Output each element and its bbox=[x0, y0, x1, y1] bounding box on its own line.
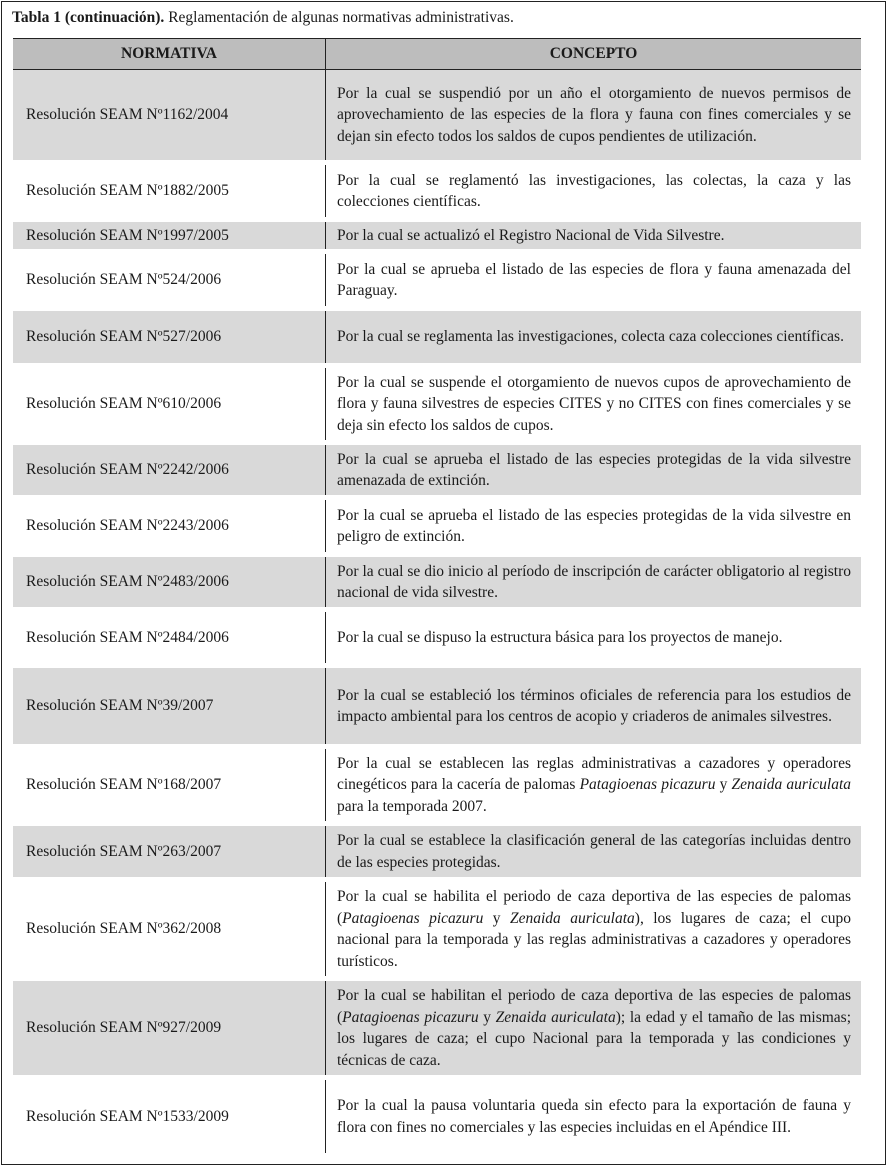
concepto-cell: Por la cual se dispuso la estructura básica para los proyectos de manejo. bbox=[337, 628, 783, 646]
table-row bbox=[13, 445, 861, 500]
concepto-cell: Por la cual se establece la clasificación general de las categorías incluidas dentro de las especies protegidas. bbox=[326, 826, 861, 877]
normativa-cell: Resolución SEAM Nº1997/2005 bbox=[13, 222, 326, 249]
table-row bbox=[13, 668, 861, 749]
normativa-cell: Resolución SEAM Nº1533/2009 bbox=[13, 1080, 326, 1153]
table-row bbox=[13, 254, 861, 311]
regulations-table bbox=[13, 38, 861, 1153]
concepto-cell: Por la cual se establecen las reglas administrativas a cazadores y operadores cinegéticos para la cacería de palomas Patagioenas picazuru y Zenaida auriculata para la temporada 2007. bbox=[337, 754, 852, 815]
normativa-cell: Resolución SEAM Nº610/2006 bbox=[13, 368, 326, 440]
table-row bbox=[13, 165, 861, 222]
concepto-cell: Por la cual se dio inicio al período de inscripción de carácter obligatorio al registro nacional de vida silvestre. bbox=[326, 557, 861, 607]
table-row bbox=[13, 612, 861, 668]
concepto-cell: Por la cual se suspendió por un año el otorgamiento de nuevos permisos de aprovechamiento de las especies de la flora y fauna con fines comerciales y se dejan sin efecto todos los saldos de cupos pendientes de utilización. bbox=[326, 70, 861, 160]
normativa-cell: Resolución SEAM Nº527/2006 bbox=[13, 311, 326, 363]
concepto-cell: Por la cual se reglamentó las investigaciones, las colectas, la caza y las colecciones científicas. bbox=[337, 171, 851, 210]
normativa-cell: Resolución SEAM Nº927/2009 bbox=[13, 981, 326, 1075]
table-row bbox=[13, 826, 861, 882]
normativa-cell: Resolución SEAM Nº1882/2005 bbox=[13, 165, 326, 217]
table-row bbox=[13, 981, 861, 1080]
caption-text: Reglamentación de algunas normativas administrativas. bbox=[168, 9, 514, 26]
concepto-cell: Por la cual se estableció los términos oficiales de referencia para los estudios de impacto ambiental para los centros de acopio y criaderos de animales silvestres. bbox=[326, 668, 861, 744]
table-row bbox=[13, 557, 861, 612]
concepto-cell: Por la cual se aprueba el listado de las especies de flora y fauna amenazada del Paraguay. bbox=[337, 260, 851, 299]
normativa-cell: Resolución SEAM Nº2243/2006 bbox=[13, 500, 326, 552]
normativa-cell: Resolución SEAM Nº2484/2006 bbox=[13, 612, 326, 663]
concepto-cell: Por la cual se habilita el periodo de caza deportiva de las especies de palomas (Patagioenas picazuru y Zenaida auriculata), los lugares de caza; el cupo nacional para la temporada y las reglas administrativas a cazadores y operadores turísticos. bbox=[337, 888, 852, 970]
header-concepto: CONCEPTO bbox=[549, 45, 638, 62]
concepto-cell: Por la cual se actualizó el Registro Nacional de Vida Silvestre. bbox=[326, 222, 861, 249]
concepto-cell: Por la cual se aprueba el listado de las especies protegidas de la vida silvestre en peligro de extinción. bbox=[337, 506, 851, 545]
concepto-cell: Por la cual se reglamenta las investigaciones, colecta caza colecciones científicas. bbox=[326, 311, 861, 363]
table-header bbox=[13, 38, 861, 70]
page-frame bbox=[1, 1, 886, 1165]
normativa-cell: Resolución SEAM Nº39/2007 bbox=[13, 668, 326, 744]
table-row bbox=[13, 500, 861, 557]
table-row bbox=[13, 368, 861, 445]
table-row bbox=[13, 882, 861, 981]
caption-label: Tabla 1 (continuación). bbox=[12, 9, 165, 26]
normativa-cell: Resolución SEAM Nº1162/2004 bbox=[13, 70, 326, 160]
normativa-cell: Resolución SEAM Nº2483/2006 bbox=[13, 557, 326, 607]
concepto-cell: Por la cual se aprueba el listado de las especies protegidas de la vida silvestre amenazada de extinción. bbox=[326, 445, 861, 495]
normativa-cell: Resolución SEAM Nº362/2008 bbox=[13, 882, 326, 976]
concepto-cell: Por la cual la pausa voluntaria queda sin efecto para la exportación de fauna y flora con fines no comerciales y las especies incluidas en el Apéndice III. bbox=[337, 1097, 851, 1136]
table-row bbox=[13, 311, 861, 368]
normativa-cell: Resolución SEAM Nº168/2007 bbox=[13, 749, 326, 821]
normativa-cell: Resolución SEAM Nº263/2007 bbox=[13, 826, 326, 877]
table-row bbox=[13, 222, 861, 254]
normativa-cell: Resolución SEAM Nº2242/2006 bbox=[13, 445, 326, 495]
table-caption bbox=[12, 8, 514, 28]
table-row bbox=[13, 1080, 861, 1153]
concepto-cell: Por la cual se suspende el otorgamiento de nuevos cupos de aprovechamiento de flora y fauna silvestres de especies CITES y no CITES con fines comerciales y se deja sin efecto los saldos de cupos. bbox=[337, 373, 851, 434]
concepto-cell: Por la cual se habilitan el periodo de caza deportiva de las especies de palomas (Patagioenas picazuru y Zenaida auriculata); la edad y el tamaño de las mismas; los lugares de caza; el cupo Nacional para la temporada y las condiciones y técnicas de caza. bbox=[326, 981, 861, 1075]
header-normativa: NORMATIVA bbox=[13, 39, 326, 69]
table-row bbox=[13, 749, 861, 826]
normativa-cell: Resolución SEAM Nº524/2006 bbox=[13, 254, 326, 306]
table-row bbox=[13, 70, 861, 165]
